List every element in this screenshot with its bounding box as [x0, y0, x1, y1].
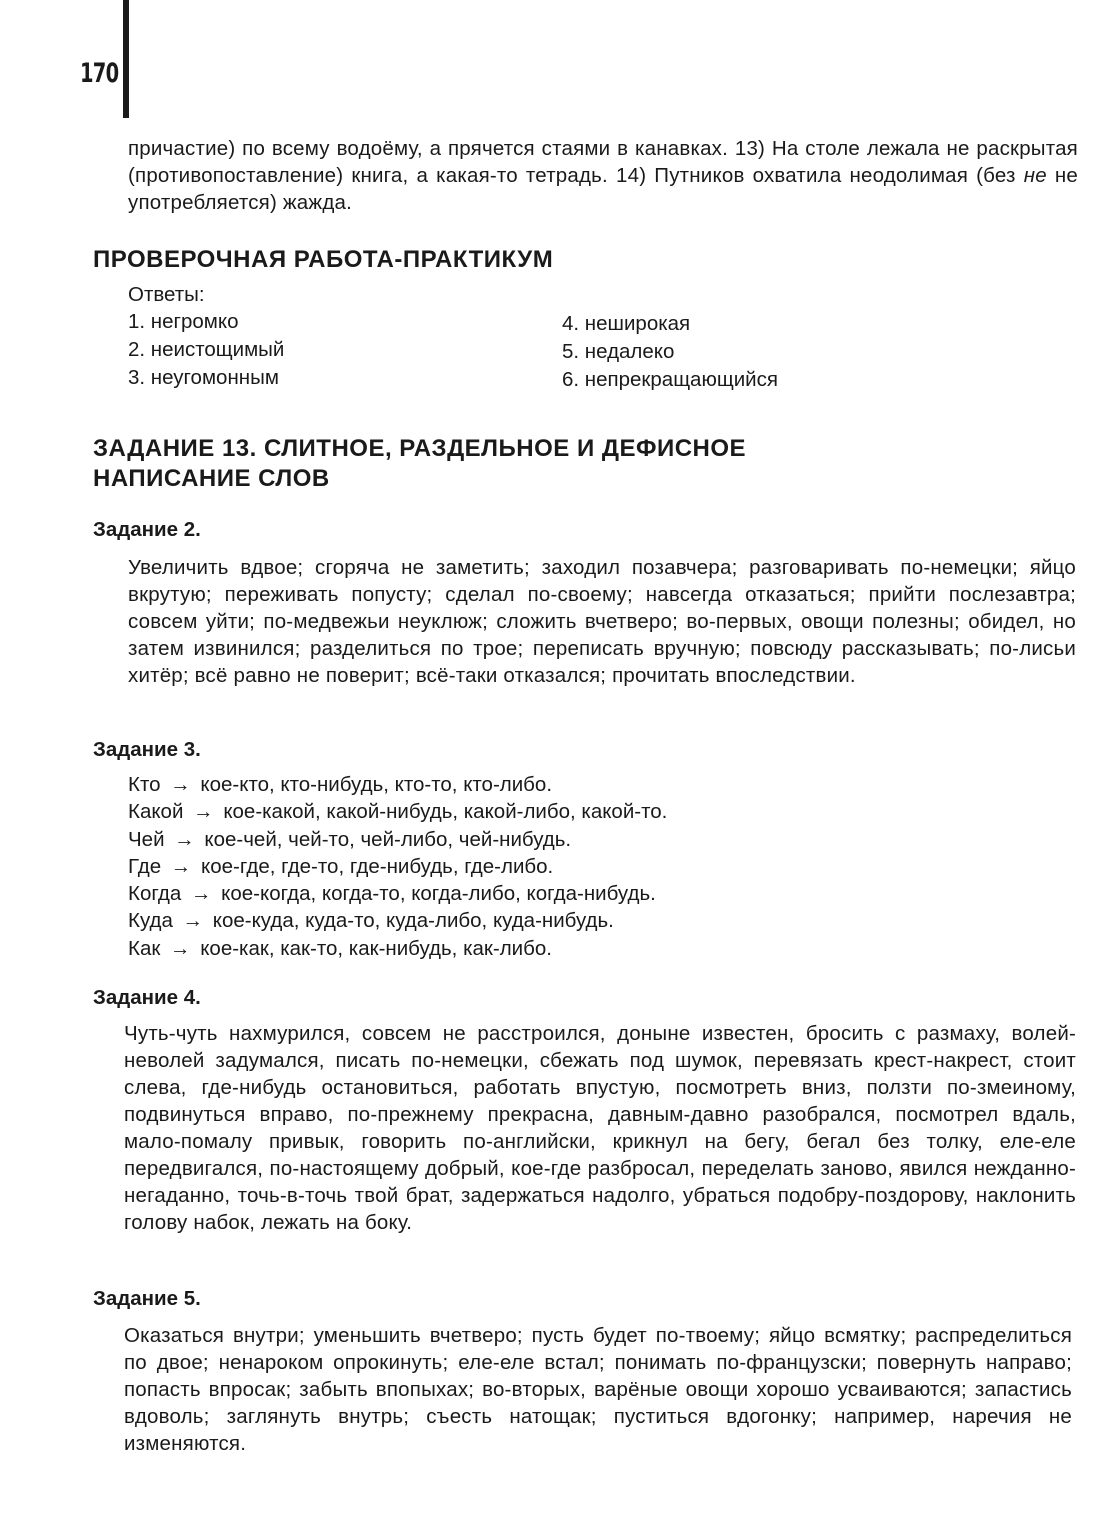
task-3-line: [128, 798, 667, 825]
intro-text-ne: не: [1023, 164, 1047, 187]
pronoun-forms: кое-как, как-то, как-нибудь, как-либо.: [200, 936, 552, 960]
task-3-list: [128, 771, 667, 962]
answer-item: 6. непрекращающийся: [562, 368, 778, 391]
pronoun-forms: кое-где, где-то, где-нибудь, где-либо.: [201, 854, 554, 878]
intro-text-2: не употребляется) жажда.: [128, 164, 1078, 214]
task-3-line: [128, 771, 667, 798]
task-3-line: [128, 880, 667, 907]
arrow-icon: →: [170, 773, 191, 796]
pronoun-word: Когда: [128, 882, 182, 906]
intro-paragraph: [128, 135, 1078, 216]
practice-title: ПРОВЕРОЧНАЯ РАБОТА-ПРАКТИКУМ: [93, 246, 554, 273]
task-3-line: [128, 826, 667, 853]
task-3-heading: Задание 3.: [93, 738, 201, 761]
arrow-icon: →: [182, 909, 204, 933]
arrow-icon: →: [193, 800, 214, 824]
intro-text-1: причастие) по всему водоёму, а прячется стаями в канавках. 13) На столе лежала не раскрытая (противопоставление) книга, а какая-то тетрадь. 14) Путников охватила неодолимая (без: [128, 137, 1078, 187]
pronoun-forms: кое-какой, какой-нибудь, какой-либо, какой-то.: [223, 800, 668, 824]
pronoun-forms: кое-кто, кто-нибудь, кто-то, кто-либо.: [200, 773, 553, 796]
pronoun-word: Где: [128, 854, 162, 878]
answer-item: 2. неистощимый: [128, 338, 285, 361]
answer-item: 3. неугомонным: [128, 366, 279, 389]
task-2-heading: Задание 2.: [93, 518, 201, 541]
task-3-line: [128, 907, 667, 934]
section-13-title-line1: ЗАДАНИЕ 13. СЛИТНОЕ, РАЗДЕЛЬНОЕ И ДЕФИСНОЕ: [93, 435, 747, 462]
answers-label: Ответы:: [128, 283, 205, 306]
pronoun-forms: кое-чей, чей-то, чей-либо, чей-нибудь.: [204, 827, 572, 851]
pronoun-word: Чей: [128, 827, 165, 851]
pronoun-word: Куда: [128, 909, 173, 933]
task-5-text: Оказаться внутри; уменьшить вчетверо; пусть будет по-твоему; яйцо всмятку; распределиться по двое; ненароком опрокинуть; еле-еле встал; понимать по-французски; повернуть направо; попасть впросак; забыть впопыхах; во-вторых, варёные овощи хорошо усваиваются; запастись вдоволь; заглянуть внутрь; съесть натощак; пуститься вдогонку; например, наречия не изменяются.: [124, 1324, 1072, 1455]
pronoun-word: Какой: [128, 800, 184, 824]
pronoun-forms: кое-когда, когда-то, когда-либо, когда-нибудь.: [221, 882, 656, 906]
task-5-heading: Задание 5.: [93, 1287, 201, 1310]
answer-item: 1. негромко: [128, 310, 239, 333]
answers-left-list: [128, 308, 284, 392]
arrow-icon: →: [190, 882, 212, 906]
arrow-icon: →: [170, 936, 191, 960]
arrow-icon: →: [174, 827, 195, 851]
page-number: 170: [80, 58, 119, 89]
pronoun-word: Кто: [128, 773, 161, 796]
answers-right-list: [562, 310, 778, 394]
answer-item: 4. неширокая: [562, 312, 691, 335]
task-3-line: [128, 853, 667, 880]
section-13-title-line2: НАПИСАНИЕ СЛОВ: [93, 465, 330, 492]
section-13-title: [93, 434, 746, 494]
task-2-text: Увеличить вдвое; сгоряча не заметить; заходил позавчера; разговаривать по-немецки; яйцо вкрутую; переживать попусту; сделал по-своему; навсегда отказаться; прийти послезавтра; совсем уйти; по-медвежьи неуклюж; сложить вчетверо; во-первых, овощи полезны; обидел, но затем извинился; разделиться по трое; переписать вручную; повсюду рассказывать; по-лисьи хитёр; всё равно не поверит; всё-таки отказался; прочитать впоследствии.: [128, 556, 1076, 687]
task-4-heading: Задание 4.: [93, 986, 201, 1009]
pronoun-word: Как: [128, 936, 161, 960]
arrow-icon: →: [170, 854, 192, 878]
pronoun-forms: кое-куда, куда-то, куда-либо, куда-нибудь.: [212, 909, 614, 933]
answer-item: 5. недалеко: [562, 340, 675, 363]
task-3-line: [128, 935, 667, 962]
page-edge-rule: [123, 0, 129, 118]
task-4-text: Чуть-чуть нахмурился, совсем не расстроился, доныне известен, бросить с размаху, волей-неволей задумался, писать по-немецки, сбежать под шумок, перевязать крест-накрест, стоит слева, где-нибудь остановиться, работать впустую, посмотреть вниз, ползти по-змеиному, подвинуться вправо, по-прежнему прекрасна, давным-давно разобрался, посмотрел вдаль, мало-помалу привык, говорить по-английски, крикнул на бегу, бегал без толку, еле-еле передвигался, по-настоящему добрый, кое-где разбросал, переделать заново, явился нежданно-негаданно, точь-в-точь твой брат, задержаться надолго, убраться подобру-поздорову, наклонить голову набок, лежать на боку.: [124, 1022, 1076, 1234]
